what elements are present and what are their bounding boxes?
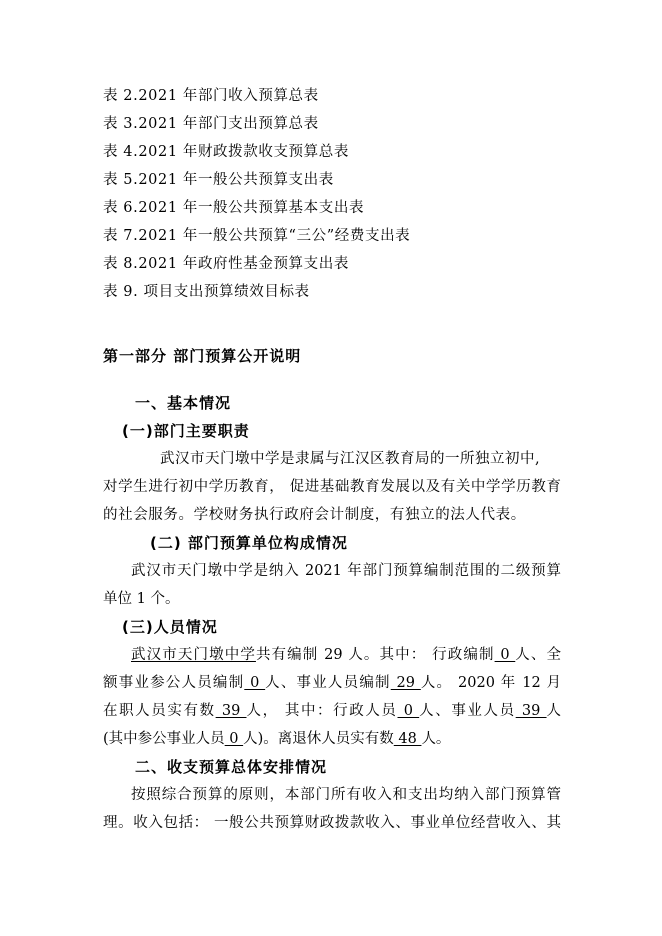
- school-name: 武汉市天门墩中学: [131, 647, 256, 663]
- section-heading-budget-arrangement: 二、收支预算总体安排情况: [135, 758, 328, 776]
- text: 人。其中： 行政编制: [348, 647, 495, 663]
- duties-paragraph-line: 的社会服务。学校财务执行政府会计制度，有独立的法人代表。: [103, 507, 526, 523]
- staff-paragraph-line: [103, 673, 561, 693]
- text: (其中参公事业人员: [103, 731, 225, 747]
- text: 人、事业人员编制: [265, 675, 391, 691]
- public-staff-value: 0: [244, 675, 266, 691]
- toc-item: 表 5.2021 年一般公共预算支出表: [103, 172, 334, 188]
- actual-staff-value: 39: [215, 703, 247, 719]
- actual-admin-value: 0: [397, 703, 420, 719]
- duties-paragraph-line: 武汉市天门墩中学是隶属与江汉区教育局的一所独立初中,: [160, 451, 541, 467]
- admin-staff-value: 0: [494, 647, 516, 663]
- text: 额事业参公人员编制: [103, 675, 245, 691]
- toc-item: 表 8.2021 年政府性基金预算支出表: [103, 256, 349, 272]
- text: 人)。离退休人员实有数: [243, 731, 394, 747]
- text: 人。 2020 年 12 月: [420, 675, 561, 691]
- budget-paragraph-line: 理。收入包括： 一般公共预算财政拨款收入、事业单位经营收入、其: [103, 815, 561, 831]
- text: 人、事业人员: [419, 703, 516, 719]
- staff-paragraph-line: [103, 729, 450, 749]
- units-paragraph-line: 单位 1 个。: [103, 591, 180, 607]
- career-staff-value: 29: [390, 675, 421, 691]
- text: 人、全: [515, 647, 562, 663]
- staff-paragraph-line: [103, 701, 561, 721]
- staff-paragraph-line: [131, 645, 561, 665]
- retired-value: 48: [393, 731, 422, 747]
- actual-career-value: 39: [515, 703, 547, 719]
- toc-item: 表 9. 项目支出预算绩效目标表: [103, 284, 310, 300]
- subsection-heading-units: (二) 部门预算单位构成情况: [150, 534, 348, 552]
- toc-item: 表 6.2021 年一般公共预算基本支出表: [103, 200, 365, 216]
- toc-item: 表 7.2021 年一般公共预算“三公”经费支出表: [103, 228, 411, 244]
- text: 人。: [421, 731, 451, 747]
- text: 人， 其中：行政人员: [246, 703, 398, 719]
- ref-staff-value: 0: [224, 731, 244, 747]
- total-staff-value: 29: [318, 647, 349, 663]
- duties-paragraph-line: 对学生进行初中学历教育， 促进基础教育发展以及有关中学学历教育: [103, 479, 561, 495]
- toc-item: 表 3.2021 年部门支出预算总表: [103, 116, 319, 132]
- toc-item: 表 2.2021 年部门收入预算总表: [103, 88, 319, 104]
- units-paragraph-line: 武汉市天门墩中学是纳入 2021 年部门预算编制范围的二级预算: [131, 563, 561, 579]
- subsection-heading-staff: (三)人员情况: [122, 618, 218, 636]
- subsection-heading-duties: (一)部门主要职责: [122, 422, 250, 440]
- text: 人: [546, 703, 562, 719]
- toc-item: 表 4.2021 年财政拨款收支预算总表: [103, 144, 349, 160]
- text: 在职人员实有数: [103, 703, 216, 719]
- part-title: 第一部分 部门预算公开说明: [103, 347, 302, 365]
- budget-paragraph-line: 按照综合预算的原则，本部门所有收入和支出均纳入部门预算管: [131, 787, 561, 803]
- section-heading-basic-info: 一、基本情况: [135, 394, 232, 412]
- text: 共有编制: [255, 647, 319, 663]
